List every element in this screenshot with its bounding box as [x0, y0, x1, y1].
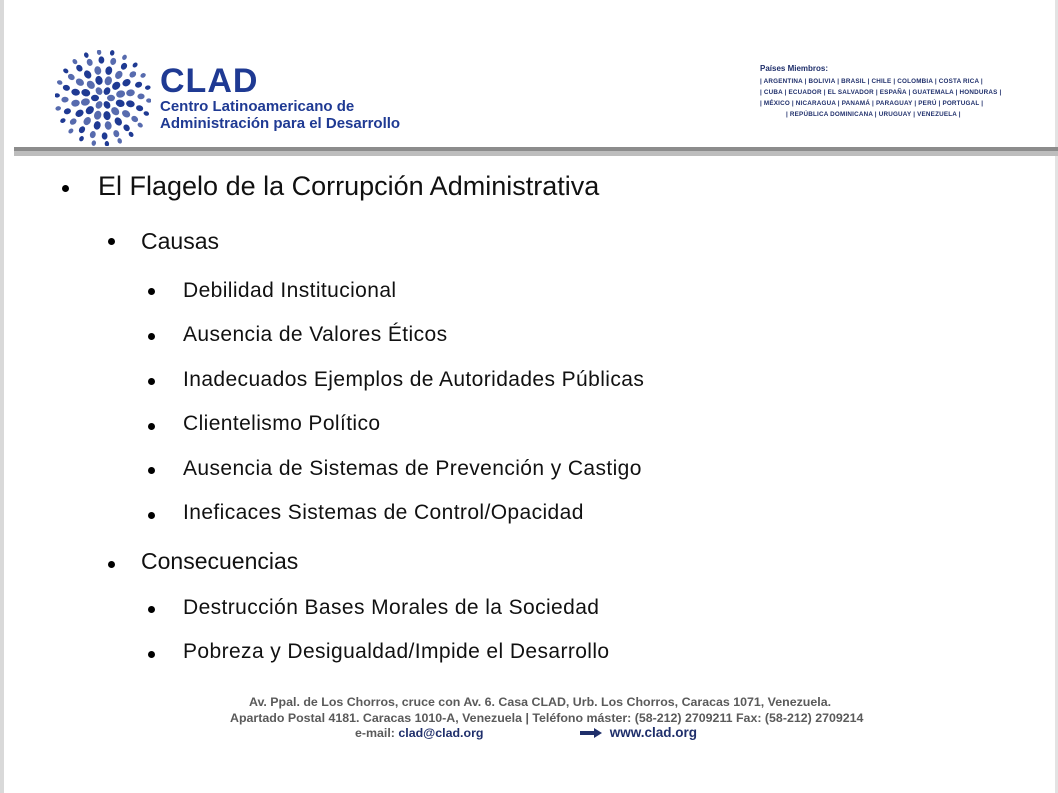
bullet-icon — [108, 561, 115, 568]
logo-dot — [115, 89, 125, 98]
list-item: Debilidad Institucional — [183, 279, 397, 302]
logo-dot — [126, 89, 136, 97]
logo-dot — [110, 50, 115, 56]
list-item: Ineficaces Sistemas de Control/Opacidad — [183, 501, 584, 524]
logo-dot — [71, 88, 81, 96]
logo-dot — [71, 58, 78, 65]
footer-email — [355, 726, 483, 740]
slide-header — [8, 8, 1056, 148]
list-item: Ausencia de Valores Éticos — [183, 323, 448, 346]
logo-dot — [115, 99, 126, 109]
logo-dot — [117, 137, 123, 144]
list-item: Ausencia de Sistemas de Prevención y Castigo — [183, 457, 642, 480]
logo-dot — [130, 115, 139, 124]
logo-dot — [91, 140, 96, 146]
logo-dot — [71, 99, 81, 107]
logo-dot — [112, 129, 120, 138]
logo-dot — [74, 108, 85, 118]
logo-dot — [84, 104, 95, 115]
footer-address-line2: Apartado Postal 4181. Caracas 1010-A, Venezuela | Teléfono máster: (58-212) 2709211 Fax: (58-212) 2709214 — [230, 711, 864, 725]
logo-dot — [102, 110, 111, 120]
logo-dot — [143, 110, 150, 116]
list-item: Pobreza y Desigualdad/Impide el Desarrollo — [183, 640, 610, 663]
logo-dot — [134, 81, 143, 89]
footer-address-line1: Av. Ppal. de Los Chorros, cruce con Av. 6. Casa CLAD, Urb. Los Chorros, Caracas 1071, Venezuela. — [248, 695, 832, 709]
logo-dot — [59, 117, 66, 124]
logo-dot — [104, 141, 109, 146]
logo-dot — [121, 109, 132, 119]
logo-dot — [63, 107, 72, 115]
logo-dot — [91, 95, 99, 101]
logo-dot — [80, 97, 90, 106]
footer-email-label: e-mail: — [355, 726, 395, 740]
logo-dot — [140, 72, 147, 79]
logo-dot — [75, 64, 84, 73]
logo-dot — [105, 66, 113, 76]
bullet-icon — [148, 423, 155, 430]
logo-dot — [128, 131, 135, 138]
members-row: | ARGENTINA | BOLIVIA | BRASIL | CHILE | COLOMBIA | COSTA RICA | — [760, 78, 983, 85]
logo-dot — [114, 69, 124, 80]
member-countries — [760, 64, 1010, 120]
logo-dot — [137, 122, 144, 129]
members-title: Países Miembros: — [760, 64, 829, 73]
logo-dot — [109, 105, 120, 116]
logo-dot — [93, 110, 103, 121]
causes-heading: Causas — [141, 228, 219, 254]
logo-dot — [132, 61, 139, 68]
header-divider-shadow — [14, 151, 1058, 156]
logo-dot — [102, 86, 112, 96]
logo-dot — [89, 130, 97, 139]
logo-dot — [128, 70, 137, 79]
logo-dot — [121, 54, 128, 61]
bullet-icon — [148, 606, 155, 613]
logo-dot — [121, 78, 132, 88]
logo-dot — [83, 52, 89, 59]
logo-dot — [98, 56, 104, 63]
bullet-icon — [148, 378, 155, 385]
logo-dot — [82, 116, 92, 127]
logo-dot — [67, 73, 76, 82]
logo-dot — [56, 79, 63, 85]
slide-left-edge — [0, 0, 4, 793]
slide-title: El Flagelo de la Corrupción Administrativa — [98, 171, 600, 201]
bullet-icon — [62, 185, 69, 192]
logo-title: CLAD — [160, 62, 259, 100]
footer-email-link[interactable]: clad@clad.org — [398, 726, 484, 740]
consequences-heading: Consecuencias — [141, 548, 299, 574]
logo-dot — [94, 86, 104, 96]
logo-dot — [62, 67, 69, 74]
clad-logo-dots-icon — [55, 50, 151, 146]
logo-dot — [104, 75, 114, 86]
logo-subtitle-line2: Administración para el Desarrollo — [160, 115, 401, 132]
logo-dot — [69, 117, 78, 126]
bullet-icon — [148, 651, 155, 658]
logo-dot — [102, 100, 112, 110]
logo-dot — [94, 75, 103, 85]
logo-dot — [113, 116, 123, 127]
logo-dot — [94, 100, 104, 110]
logo-dot — [78, 135, 85, 142]
logo-dot — [102, 132, 108, 139]
logo-dot — [61, 97, 68, 103]
footer-website-link[interactable]: www.clad.org — [609, 725, 698, 740]
logo-dot — [67, 127, 74, 134]
list-item: Inadecuados Ejemplos de Autoridades Públicas — [183, 368, 645, 391]
logo-dot — [86, 58, 94, 67]
logo-dot — [83, 69, 93, 80]
logo-dot — [74, 77, 85, 87]
logo-dot — [125, 100, 135, 108]
bullet-icon — [148, 512, 155, 519]
logo-dot — [146, 98, 151, 103]
list-item: Destrucción Bases Morales de la Sociedad — [183, 596, 600, 619]
footer-website — [580, 725, 697, 740]
logo-dot — [94, 66, 102, 76]
logo-dot — [135, 104, 144, 112]
logo-dot — [122, 123, 131, 132]
logo-dot — [109, 57, 117, 66]
logo-dot — [104, 121, 112, 131]
list-item: Clientelismo Político — [183, 412, 381, 435]
members-row: | MÉXICO | NICARAGUA | PANAMÁ | PARAGUAY | PERÚ | PORTUGAL | — [760, 100, 984, 107]
logo-dot — [55, 106, 61, 112]
members-row: | CUBA | ECUADOR | EL SALVADOR | ESPAÑA | GUATEMALA | HONDURAS | — [760, 89, 1002, 96]
logo-dot — [93, 120, 101, 130]
members-row: | REPÚBLICA DOMINICANA | URUGUAY | VENEZUELA | — [786, 111, 961, 118]
logo-dot — [137, 93, 144, 99]
logo-dot — [80, 88, 91, 98]
arrow-right-icon — [580, 728, 602, 738]
bullet-icon — [108, 238, 115, 245]
logo-subtitle-line1: Centro Latinoamericano de — [160, 98, 355, 115]
logo-dot — [120, 62, 129, 71]
bullet-icon — [148, 333, 155, 340]
logo-dot — [110, 80, 121, 91]
logo-dot — [97, 50, 102, 55]
slide-footer — [230, 694, 864, 740]
bullet-icon — [148, 288, 155, 295]
logo-dot — [107, 95, 115, 101]
logo-dot — [78, 125, 87, 134]
logo-dot — [55, 93, 60, 98]
logo-dot — [85, 79, 96, 90]
logo-subtitle — [160, 98, 400, 132]
logo-dot — [145, 85, 151, 91]
bullet-icon — [148, 467, 155, 474]
logo-dot — [62, 84, 71, 92]
